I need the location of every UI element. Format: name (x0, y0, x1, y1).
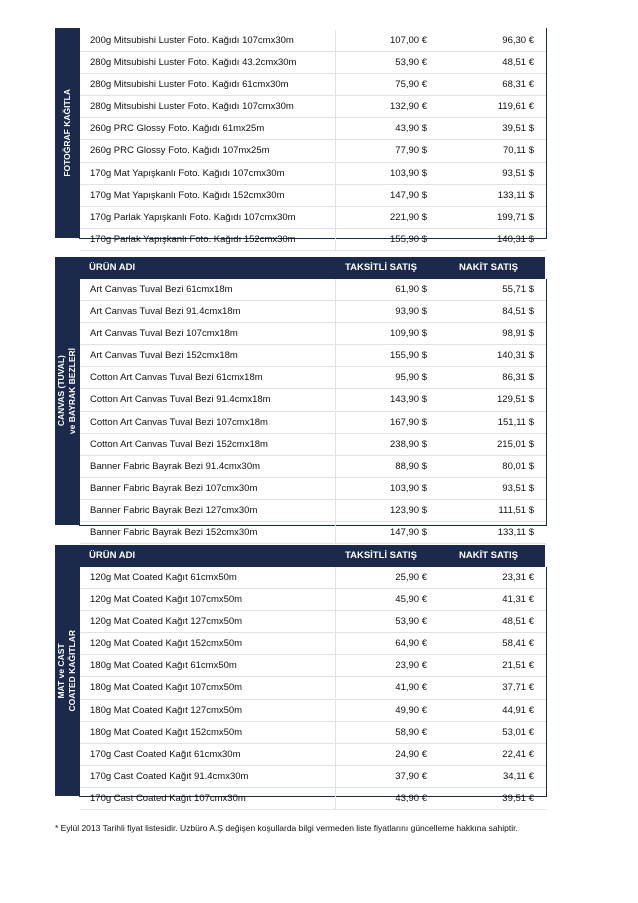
table-row (80, 744, 546, 766)
nakit-price: 48,51 € (502, 57, 534, 69)
taksitli-price: 95,90 $ (335, 367, 427, 388)
taksitli-price: 147,90 $ (335, 185, 427, 206)
table-row (80, 478, 546, 500)
product-name: 170g Mat Yapışkanlı Foto. Kağıdı 152cmx30m (90, 189, 285, 201)
product-name: 120g Mat Coated Kağıt 61cmx50m (90, 572, 237, 583)
taksitli-price: 64,90 € (335, 633, 427, 654)
section2-side-text: CANVAS (TUVAL) ve BAYRAK BEZLERİ (56, 347, 77, 435)
table-row (80, 434, 546, 456)
section3-header (79, 545, 545, 567)
taksitli-price: 238,90 $ (335, 434, 427, 455)
table-row (80, 677, 546, 699)
table-row (80, 52, 546, 74)
table-row (80, 74, 546, 96)
section3-side-text: MAT ve CAST COATED KAĞITLAR (56, 629, 77, 712)
product-name: Cotton Art Canvas Tuval Bezi 107cmx18m (90, 416, 268, 428)
product-name: 170g Cast Coated Kağıt 107cmx30m (90, 792, 246, 804)
nakit-price: 86,31 $ (502, 372, 534, 384)
product-name: 180g Mat Coated Kağıt 127cmx50m (90, 704, 243, 716)
taksitli-price: 77,90 $ (335, 140, 427, 161)
product-name: 180g Mat Coated Kağıt 107cmx50m (90, 682, 243, 694)
taksitli-price: 109,90 $ (335, 323, 427, 344)
taksitli-price: 37,90 € (335, 766, 427, 787)
taksitli-price: 75,90 € (335, 74, 427, 95)
table-row (80, 323, 546, 345)
nakit-price: 140,31 $ (497, 350, 534, 362)
taksitli-price: 123,90 $ (335, 500, 427, 521)
product-name: Art Canvas Tuval Bezi 152cmx18m (90, 350, 238, 362)
section2-table (79, 279, 547, 539)
nakit-price: 34,11 € (503, 770, 534, 782)
product-name: 280g Mitsubishi Luster Foto. Kağıdı 61cmx30m (90, 79, 289, 91)
taksitli-price: 167,90 $ (335, 412, 427, 433)
section1-rows (80, 30, 546, 251)
table-row (80, 700, 546, 722)
taksitli-price: 88,90 $ (335, 456, 427, 477)
nakit-price: 98,91 $ (502, 328, 534, 340)
taksitli-price: 43,90 € (335, 788, 427, 809)
product-name: Art Canvas Tuval Bezi 61cmx18m (90, 284, 233, 295)
section2-header (79, 257, 545, 279)
nakit-price: 53,01 € (502, 726, 534, 738)
product-name: 170g Parlak Yapışkanlı Foto. Kağıdı 152cmx30m (90, 233, 296, 245)
taksitli-price: 23,90 € (335, 655, 427, 676)
nakit-price: 133,11 $ (497, 189, 534, 201)
product-name: Banner Fabric Bayrak Bezi 127cmx30m (90, 504, 258, 516)
table-row (80, 788, 546, 810)
table-row (80, 611, 546, 633)
taksitli-price: 132,90 € (335, 96, 427, 117)
table-row (80, 163, 546, 185)
table-row (80, 412, 546, 434)
table-row (80, 185, 546, 207)
product-name: 180g Mat Coated Kağıt 61cmx50m (90, 660, 237, 672)
table-row (80, 567, 546, 589)
table-row (80, 345, 546, 367)
table-row (80, 229, 546, 251)
product-name: 170g Mat Yapışkanlı Foto. Kağıdı 107cmx30m (90, 167, 285, 179)
table-row (80, 389, 546, 411)
nakit-price: 111,51 $ (498, 504, 534, 516)
nakit-price: 140,31 $ (497, 233, 534, 245)
nakit-price: 58,41 € (502, 638, 534, 650)
taksitli-price: 155,90 $ (335, 345, 427, 366)
product-name: 280g Mitsubishi Luster Foto. Kağıdı 43.2cmx30m (90, 57, 297, 69)
taksitli-price: 93,90 $ (335, 301, 427, 322)
footnote: * Eylül 2013 Tarihli fiyat listesidir. Uzbüro A.Ş değişen koşullarda bilgi vermeden liste fiyatlarını güncelleme hakkına sahiptir. (55, 823, 518, 833)
table-row (80, 367, 546, 389)
nakit-price: 151,11 $ (497, 416, 534, 428)
taksitli-price: 41,90 € (335, 677, 427, 698)
section1-side-label (55, 28, 79, 238)
product-name: Banner Fabric Bayrak Bezi 152cmx30m (90, 527, 258, 539)
nakit-price: 21,51 € (502, 660, 534, 672)
nakit-price: 23,31 € (502, 572, 534, 583)
taksitli-price: 147,90 $ (335, 522, 427, 543)
product-name: 170g Cast Coated Kağıt 91.4cmx30m (90, 770, 249, 782)
product-name: 200g Mitsubishi Luster Foto. Kağıdı 107cmx30m (90, 35, 294, 46)
section1-side-text: FOTOĞRAF KAĞITLA (61, 89, 72, 177)
section2-side-label (55, 257, 79, 525)
table-row (80, 589, 546, 611)
section3-side-label (55, 545, 79, 796)
taksitli-price: 155,90 $ (335, 229, 427, 250)
header-product-name: ÜRÜN ADI (89, 262, 136, 273)
product-name: Cotton Art Canvas Tuval Bezi 152cmx18m (90, 438, 268, 450)
nakit-price: 55,71 $ (502, 284, 534, 295)
header-taksitli: TAKSİTLİ SATIŞ (345, 262, 417, 273)
taksitli-price: 25,90 € (335, 567, 427, 588)
nakit-price: 22,41 € (502, 748, 534, 760)
taksitli-price: 53,90 € (335, 52, 427, 73)
table-row (80, 766, 546, 788)
taksitli-price: 221,90 $ (335, 207, 427, 228)
nakit-price: 80,01 $ (502, 460, 534, 472)
table-row (80, 633, 546, 655)
table-row (80, 140, 546, 162)
product-name: 180g Mat Coated Kağıt 152cmx50m (90, 726, 243, 738)
nakit-price: 129,51 $ (497, 394, 534, 406)
product-name: Cotton Art Canvas Tuval Bezi 91.4cmx18m (90, 394, 271, 406)
nakit-price: 215,01 $ (497, 438, 534, 450)
table-row (80, 655, 546, 677)
nakit-price: 93,51 $ (502, 482, 534, 494)
taksitli-price: 53,90 € (335, 611, 427, 632)
header-taksitli: TAKSİTLİ SATIŞ (345, 550, 417, 561)
table-row (80, 500, 546, 522)
product-name: 170g Cast Coated Kağıt 61cmx30m (90, 748, 241, 760)
section2-rows (80, 279, 546, 544)
table-row (80, 279, 546, 301)
product-name: 120g Mat Coated Kağıt 127cmx50m (90, 616, 243, 628)
taksitli-price: 103,90 $ (335, 163, 427, 184)
nakit-price: 93,51 $ (502, 167, 534, 179)
nakit-price: 68,31 € (502, 79, 534, 91)
table-row (80, 30, 546, 52)
product-name: 280g Mitsubishi Luster Foto. Kağıdı 107cmx30m (90, 101, 294, 113)
taksitli-price: 107,00 € (335, 30, 427, 51)
table-row (80, 301, 546, 323)
nakit-price: 44,91 € (502, 704, 534, 716)
nakit-price: 84,51 $ (502, 306, 534, 318)
table-row (80, 96, 546, 118)
table-row (80, 456, 546, 478)
product-name: Banner Fabric Bayrak Bezi 91.4cmx30m (90, 460, 261, 472)
taksitli-price: 61,90 $ (335, 279, 427, 300)
taksitli-price: 58,90 € (335, 722, 427, 743)
product-name: Banner Fabric Bayrak Bezi 107cmx30m (90, 482, 258, 494)
header-product-name: ÜRÜN ADI (89, 550, 136, 561)
nakit-price: 37,71 € (502, 682, 534, 694)
taksitli-price: 49,90 € (335, 700, 427, 721)
taksitli-price: 24,90 € (335, 744, 427, 765)
table-row (80, 522, 546, 544)
taksitli-price: 45,90 € (335, 589, 427, 610)
section1-table (79, 28, 547, 245)
product-name: 170g Parlak Yapışkanlı Foto. Kağıdı 107cmx30m (90, 211, 296, 223)
header-nakit: NAKİT SATIŞ (459, 550, 518, 561)
product-name: Art Canvas Tuval Bezi 91.4cmx18m (90, 306, 241, 318)
product-name: 120g Mat Coated Kağıt 152cmx50m (90, 638, 243, 650)
taksitli-price: 143,90 $ (335, 389, 427, 410)
nakit-price: 96,30 € (502, 35, 534, 46)
nakit-price: 70,11 $ (503, 145, 534, 157)
nakit-price: 48,51 € (502, 616, 534, 628)
header-nakit: NAKİT SATIŞ (459, 262, 518, 273)
product-name: 120g Mat Coated Kağıt 107cmx50m (90, 594, 243, 606)
taksitli-price: 43,90 $ (335, 118, 427, 139)
table-row (80, 207, 546, 229)
nakit-price: 41,31 € (502, 594, 534, 606)
product-name: Art Canvas Tuval Bezi 107cmx18m (90, 328, 238, 340)
product-name: 260g PRC Glossy Foto. Kağıdı 107mx25m (90, 145, 270, 157)
product-name: Cotton Art Canvas Tuval Bezi 61cmx18m (90, 372, 263, 384)
product-name: 260g PRC Glossy Foto. Kağıdı 61mx25m (90, 123, 265, 135)
nakit-price: 199,71 $ (497, 211, 534, 223)
nakit-price: 119,61 € (497, 101, 534, 113)
table-row (80, 722, 546, 744)
section3-rows (80, 567, 546, 810)
table-row (80, 118, 546, 140)
nakit-price: 39,51 € (502, 792, 534, 804)
section3-table (79, 567, 547, 804)
nakit-price: 39,51 $ (502, 123, 534, 135)
taksitli-price: 103,90 $ (335, 478, 427, 499)
nakit-price: 133,11 $ (497, 527, 534, 539)
